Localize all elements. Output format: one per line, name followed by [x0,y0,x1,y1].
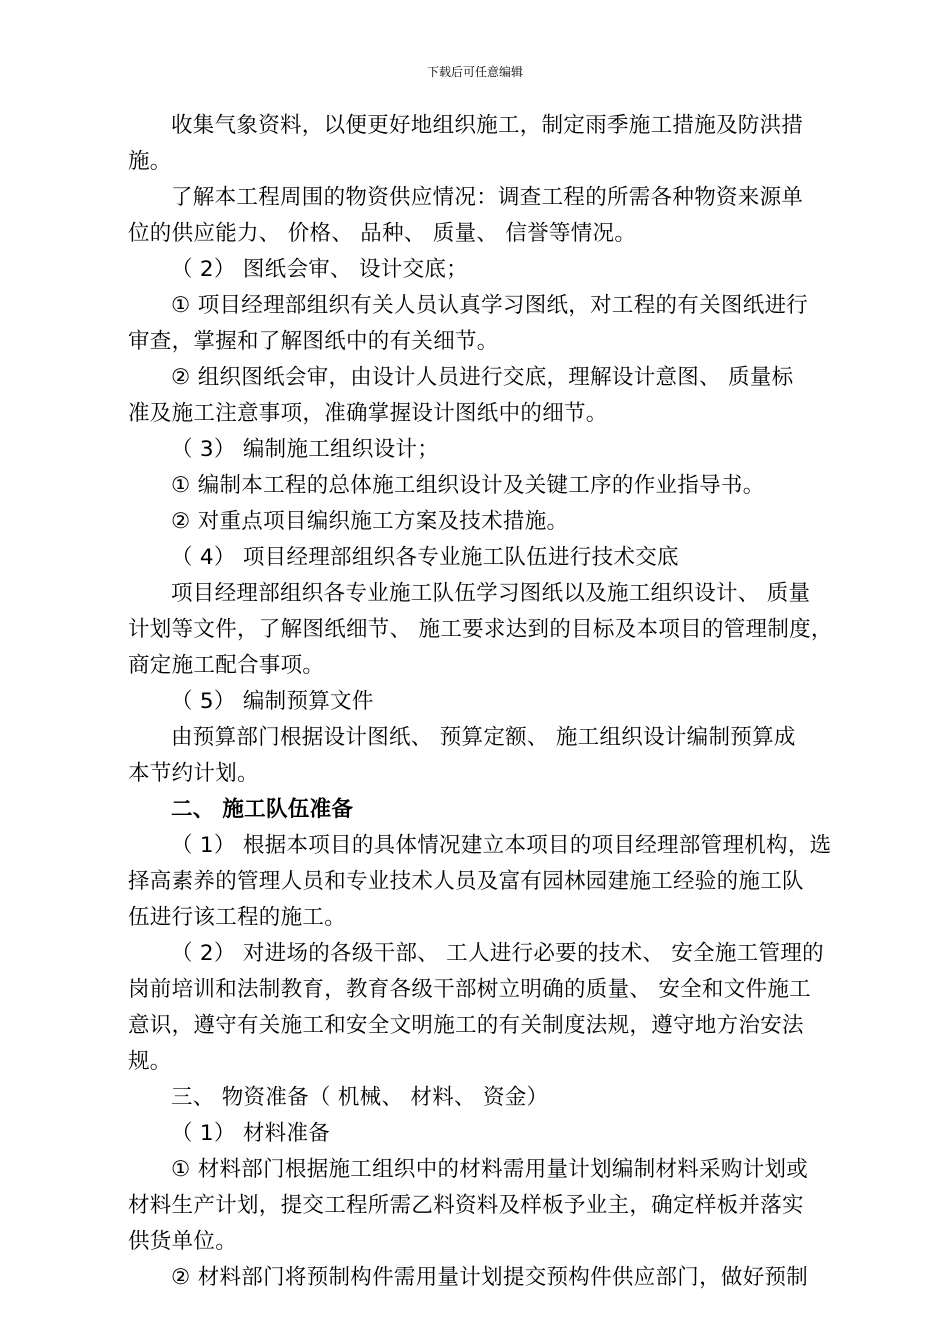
text-line: （ 2） 对进场的各级干部、 工人进行必要的技术、 安全施工管理的 [171,941,824,966]
text-line: ② 组织图纸会审，由设计人员进行交底，理解设计意图、 质量标 [171,365,794,390]
document-body [128,108,863,1296]
text-line: 了解本工程周围的物资供应情况：调查工程的所需各种物资来源单 [171,185,804,210]
text-line: 项目经理部组织各专业施工队伍学习图纸以及施工组织设计、 质量 [171,581,811,606]
text-line: 意识，遵守有关施工和安全文明施工的有关制度法规，遵守地方治安法 [128,1013,804,1038]
text-line: 伍进行该工程的施工。 [128,905,347,930]
text-line: ① 材料部门根据施工组织中的材料需用量计划编制材料采购计划或 [171,1157,809,1182]
text-line: 三、 物资准备（ 机械、 材料、 资金） [171,1085,549,1110]
text-line: 施。 [128,149,172,174]
text-line: ② 对重点项目编织施工方案及技术措施。 [171,509,569,534]
section-heading: 二、 施工队伍准备 [171,797,354,822]
text-line: （ 1） 根据本项目的具体情况建立本项目的项目经理部管理机构，选 [171,833,832,858]
text-line: （ 2） 图纸会审、 设计交底； [171,257,468,282]
text-line: 由预算部门根据设计图纸、 预算定额、 施工组织设计编制预算成 [171,725,796,750]
text-line: ② 材料部门将预制构件需用量计划提交预构件供应部门，做好预制 [171,1265,809,1290]
text-line: ① 项目经理部组织有关人员认真学习图纸，对工程的有关图纸进行 [171,293,809,318]
text-line: 本节约计划。 [128,761,259,786]
text-line: 位的供应能力、 价格、 品种、 质量、 信誉等情况。 [128,221,637,246]
text-line: 供货单位。 [128,1229,238,1254]
text-line: 审查，掌握和了解图纸中的有关细节。 [128,329,499,354]
text-line: 准及施工注意事项，准确掌握设计图纸中的细节。 [128,401,608,426]
text-line: 材料生产计划，提交工程所需乙料资料及样板予业主，确定样板并落实 [128,1193,804,1218]
text-line: 计划等文件，了解图纸细节、 施工要求达到的目标及本项目的管理制度， [128,617,833,642]
text-line: （ 5） 编制预算文件 [171,689,374,714]
text-line: 收集气象资料，以便更好地组织施工，制定雨季施工措施及防洪措 [171,113,804,138]
text-line: （ 4） 项目经理部组织各专业施工队伍进行技术交底 [171,545,679,570]
text-line: 择高素养的管理人员和专业技术人员及富有园林园建施工经验的施工队 [128,869,804,894]
text-line: 岗前培训和法制教育，教育各级干部树立明确的质量、 安全和文件施工 [128,977,811,1002]
text-line: （ 3） 编制施工组织设计； [171,437,440,462]
text-line: 规。 [128,1049,172,1074]
text-line: ① 编制本工程的总体施工组织设计及关键工序的作业指导书。 [171,473,765,498]
text-line: （ 1） 材料准备 [171,1121,331,1146]
text-line: 商定施工配合事项。 [128,653,325,678]
page-header: 下载后可任意编辑 [426,65,523,79]
